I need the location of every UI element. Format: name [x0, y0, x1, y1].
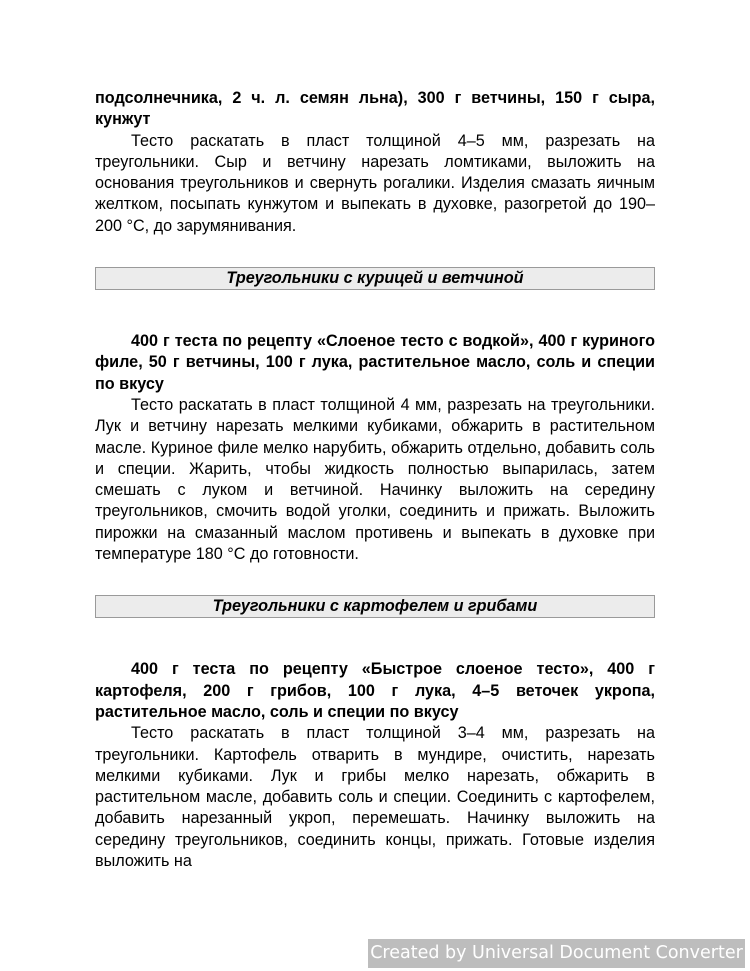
- recipe-ingredients: 400 г теста по рецепту «Слоеное тесто с водкой», 400 г куриного филе, 50 г ветчины, 100 г лука, растительное масло, соль и специи по вкусу: [95, 332, 655, 393]
- recipe-body-chicken-ham: [95, 331, 655, 565]
- recipe-title-chicken-ham: Треугольники с курицей и ветчиной: [95, 267, 655, 290]
- recipe-title-potato-mushroom: Треугольники с картофелем и грибами: [95, 595, 655, 618]
- intro-ingredients: подсолнечника, 2 ч. л. семян льна), 300 г ветчины, 150 г сыра, кунжут: [95, 89, 655, 129]
- recipe-method: Тесто раскатать в пласт толщиной 3–4 мм, разрезать на треугольники. Картофель отварить в мундире, очистить, нарезать мелкими кубиками. Лук и грибы мелко нарезать, обжарить в растительном масле, добавить соль и специи. Соединить с картофелем, добавить нарезанный укроп, перемешать. Начинку выложить на середину треугольников, соединить концы, прижать. Готовые изделия выложить на: [95, 724, 655, 871]
- recipe-method: Тесто раскатать в пласт толщиной 4 мм, разрезать на треугольники. Лук и ветчину нарезать мелкими кубиками, обжарить в растительном масле. Куриное филе мелко нарубить, обжарить отдельно, добавить соль и специи. Жарить, чтобы жидкость полностью выпарилась, затем смешать с луком и ветчиной. Начинку выложить на середину треугольников, смочить водой уголки, соединить и прижать. Выложить пирожки на смазанный маслом противень и выпекать в духовке при температуре 180 °С до готовности.: [95, 395, 655, 564]
- document-page: [95, 88, 655, 872]
- recipe-ingredients: 400 г теста по рецепту «Быстрое слоеное тесто», 400 г картофеля, 200 г грибов, 100 г лука, 4–5 веточек укропа, растительное масло, соль и специи по вкусу: [95, 660, 655, 721]
- watermark-banner: Created by Universal Document Converter: [368, 939, 745, 968]
- recipe-body-potato-mushroom: [95, 659, 655, 872]
- intro-method: Тесто раскатать в пласт толщиной 4–5 мм, разрезать на треугольники. Сыр и ветчину нарезать ломтиками, выложить на основания треугольников и свернуть рогалики. Изделия смазать яичным желтком, посыпать кунжутом и выпекать в духовке, разогретой до 190–200 °С, до зарумянивания.: [95, 131, 655, 235]
